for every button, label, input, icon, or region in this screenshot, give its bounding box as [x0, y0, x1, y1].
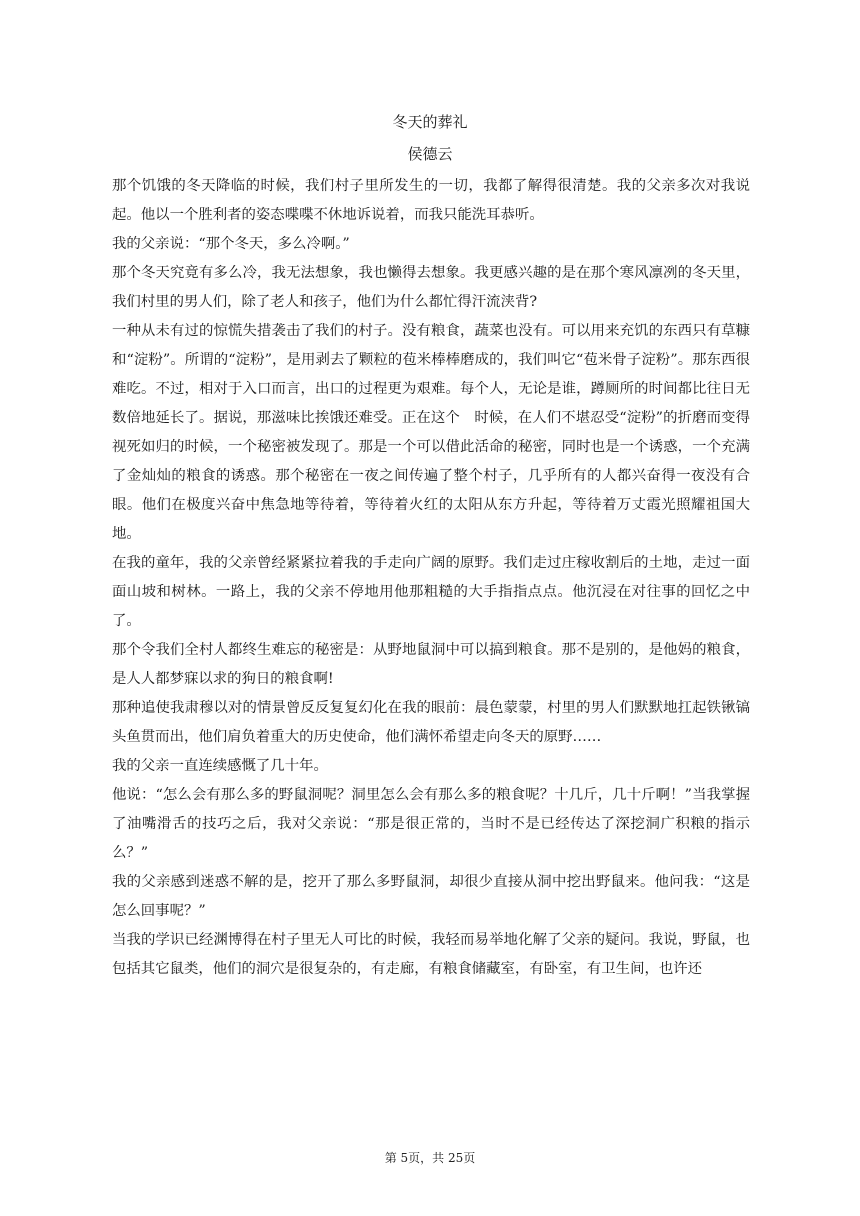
paragraph: 在我的童年，我的父亲曾经紧紧拉着我的手走向广阔的原野。我们走过庄稼收割后的土地，走过一面面山坡和树林。一路上，我的父亲不停地用他那粗糙的大手指指点点。他沉浸在对往事的回忆之中了。	[112, 555, 750, 629]
paragraph: 那个饥饿的冬天降临的时候，我们村子里所发生的一切，我都了解得很清楚。我的父亲多次对我说起。他以一个胜利者的姿态喋喋不休地诉说着，而我只能洗耳恭听。	[112, 178, 750, 223]
page-footer: 第 5页，共 25页	[384, 1151, 476, 1165]
paragraph: 那个冬天究竟有多么冷，我无法想象，我也懒得去想象。我更感兴趣的是在那个寒风凛冽的冬天里，我们村里的男人们，除了老人和孩子，他们为什么都忙得汗流浃背?	[112, 265, 750, 310]
document-author: 侯德云	[407, 145, 453, 163]
paragraph: 那个令我们全村人都终生难忘的秘密是：从野地鼠洞中可以搞到粮食。那不是别的，是他妈的粮食，是人人都梦寐以求的狗日的粮食啊!	[112, 642, 750, 687]
paragraph: 他说：“怎么会有那么多的野鼠洞呢？洞里怎么会有那么多的粮食呢？十几斤，几十斤啊！”当我掌握了油嘴滑舌的技巧之后，我对父亲说：“那是很正常的，当时不是已经传达了深挖洞广积粮的指示么？”	[112, 787, 750, 861]
paragraph: 那种追使我肃穆以对的情景曾反反复复幻化在我的眼前：晨色蒙蒙，村里的男人们默默地扛起铁锹镐头鱼贯而出，他们肩负着重大的历史使命，他们满怀希望走向冬天的原野……	[112, 700, 750, 745]
paragraph: 我的父亲说：“那个冬天，多么冷啊。”	[112, 236, 350, 252]
document-title: 冬天的葬礼	[392, 113, 468, 131]
paragraph: 一种从未有过的惊慌失措袭击了我们的村子。没有粮食，蔬菜也没有。可以用来充饥的东西只有草糠和“淀粉”。所谓的“淀粉”，是用剥去了颗粒的苞米棒棒磨成的，我们叫它“苞米骨子淀粉”。那东西很难吃。不过，相对于入口而言，出口的过程更为艰难。每个人，无论是谁，蹲厕所的时间都比往日无数倍地延长了。据说，那滋味比挨饿还难受。正在这个 时候，在人们不堪忍受“淀粉”的折磨而变得视死如归的时候，一个秘密被发现了。那是一个可以借此活命的秘密，同时也是一个诱惑，一个充满了金灿灿的粮食的诱惑。那个秘密在一夜之间传遍了整个村子，几乎所有的人都兴奋得一夜没有合眼。他们在极度兴奋中焦急地等待着，等待着火红的太阳从东方升起，等待着万丈霞光照耀祖国大地。	[112, 323, 750, 542]
paragraph: 我的父亲一直连续感慨了几十年。	[112, 758, 328, 774]
paragraph: 我的父亲感到迷惑不解的是，挖开了那么多野鼠洞，却很少直接从洞中挖出野鼠来。他问我：“这是怎么回事呢？”	[112, 874, 750, 919]
document-body	[112, 172, 750, 984]
paragraph: 当我的学识已经渊博得在村子里无人可比的时候，我轻而易举地化解了父亲的疑问。我说，野鼠，也包括其它鼠类，他们的洞穴是很复杂的，有走廊，有粮食储藏室，有卧室，有卫生间，也许还	[112, 932, 750, 977]
